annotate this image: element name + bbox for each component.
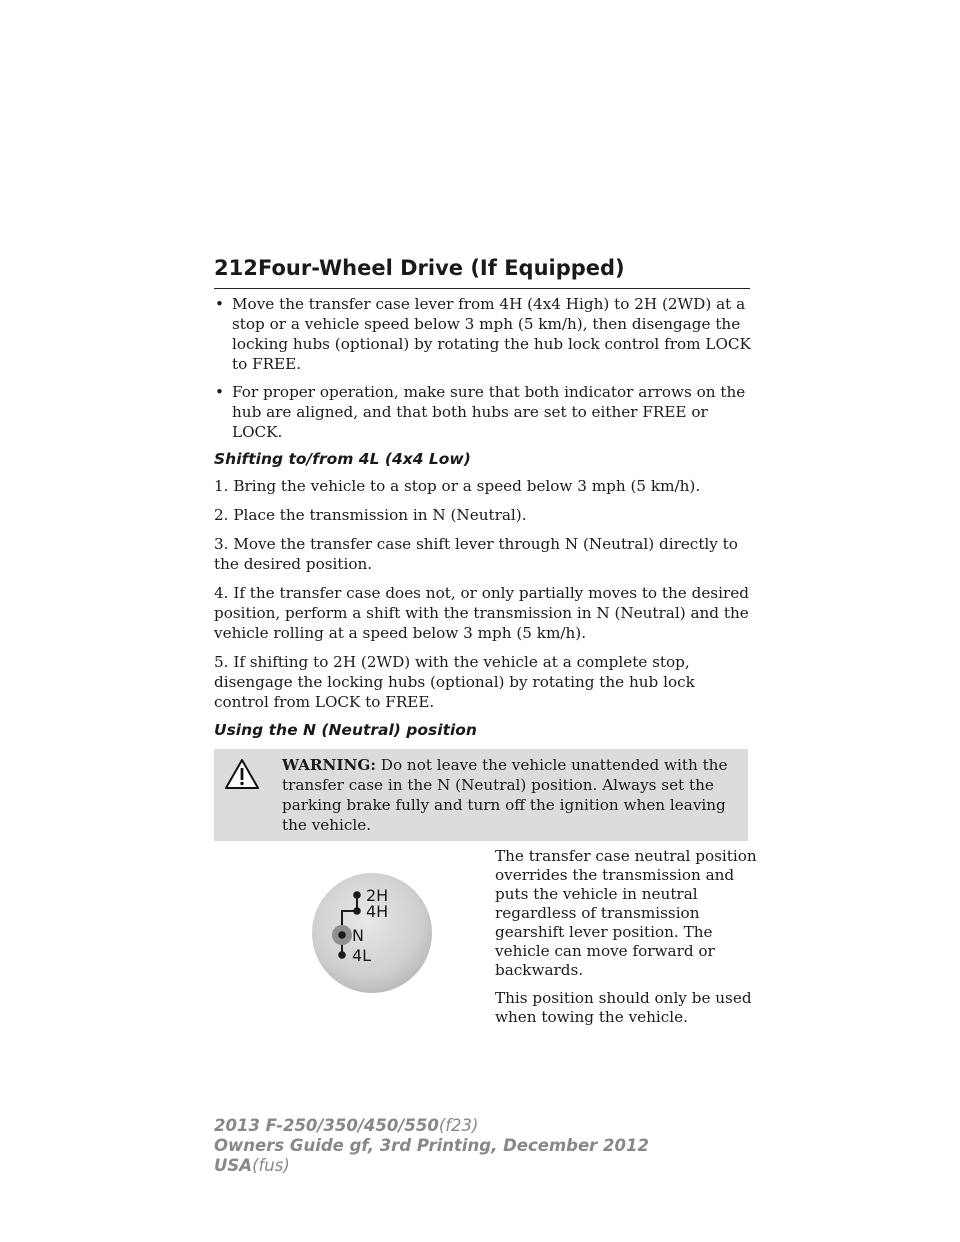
bullet-list xyxy=(214,294,754,442)
position-dot-n xyxy=(338,931,346,939)
step-2: 2. Place the transmission in N (Neutral). xyxy=(214,506,527,524)
page-header xyxy=(214,256,750,289)
position-dot-4h xyxy=(353,907,361,915)
dial-label-2h: 2H xyxy=(366,886,389,905)
step-1: 1. Bring the vehicle to a stop or a speed below 3 mph (5 km/h). xyxy=(214,477,701,495)
dial-label-4h: 4H xyxy=(366,902,389,921)
section-heading: Using the N (Neutral) position xyxy=(214,721,477,739)
warning-text-start: Do not leave the vehicle unattended with the xyxy=(380,756,728,774)
list-item: • Move the transfer case lever from 4H (4x4 High) to 2H (2WD) at a stop or a vehicle speed below 3 mph (5 km/h), then disengage the locking hubs (optional) by rotating the hub lock control from LOCK to FREE. xyxy=(215,295,751,373)
neutral-description xyxy=(495,847,757,1036)
page-content xyxy=(214,294,757,1037)
page-footer xyxy=(214,1116,649,1176)
list-item: • For proper operation, make sure that both indicator arrows on the hub are aligned, and that both hubs are set to either FREE or LOCK. xyxy=(215,383,746,441)
warning-label: WARNING: xyxy=(282,756,376,774)
footer-line-2: Owners Guide gf, 3rd Printing, December 2012 xyxy=(214,1136,649,1155)
warning-text: transfer case in the N (Neutral) position. Always set the parking brake fully and turn off the ignition when leaving the vehicle. xyxy=(282,776,726,834)
chapter-title: Four-Wheel Drive (If Equipped) xyxy=(258,256,625,280)
position-dot-2h xyxy=(353,891,361,899)
footer-line-1: 2013 F-250/350/450/550(f23) xyxy=(214,1116,479,1135)
page-number: 212 xyxy=(214,256,258,280)
neutral-paragraph-1: The transfer case neutral position overrides the transmission and puts the vehicle in neutral regardless of transmission gearshift lever position. The vehicle can move forward or backwards. xyxy=(495,847,757,979)
step-5: 5. If shifting to 2H (2WD) with the vehicle at a complete stop, disengage the locking hubs (optional) by rotating the hub lock control from LOCK to FREE. xyxy=(214,653,695,711)
position-dot-4l xyxy=(338,951,346,959)
warning-first-line xyxy=(222,755,740,775)
neutral-section xyxy=(214,847,757,1037)
bullet-icon: • xyxy=(215,295,224,313)
dial-label-n: N xyxy=(352,926,364,945)
dial-label-4l: 4L xyxy=(352,946,372,965)
warning-triangle-icon xyxy=(224,758,260,790)
neutral-paragraph-2: This position should only be used when towing the vehicle. xyxy=(495,989,752,1026)
step-4: 4. If the transfer case does not, or only partially moves to the desired position, perform a shift with the transmission in N (Neutral) and the vehicle rolling at a speed below 3 mph (5 km/h). xyxy=(214,584,749,642)
footer-line-3: USA(fus) xyxy=(214,1156,290,1175)
bullet-icon: • xyxy=(215,383,224,401)
transfer-case-dial-illustration xyxy=(310,871,434,995)
warning-box xyxy=(214,749,748,841)
step-3: 3. Move the transfer case shift lever through N (Neutral) directly to the desired position. xyxy=(214,535,738,573)
section-heading: Shifting to/from 4L (4x4 Low) xyxy=(214,450,471,468)
